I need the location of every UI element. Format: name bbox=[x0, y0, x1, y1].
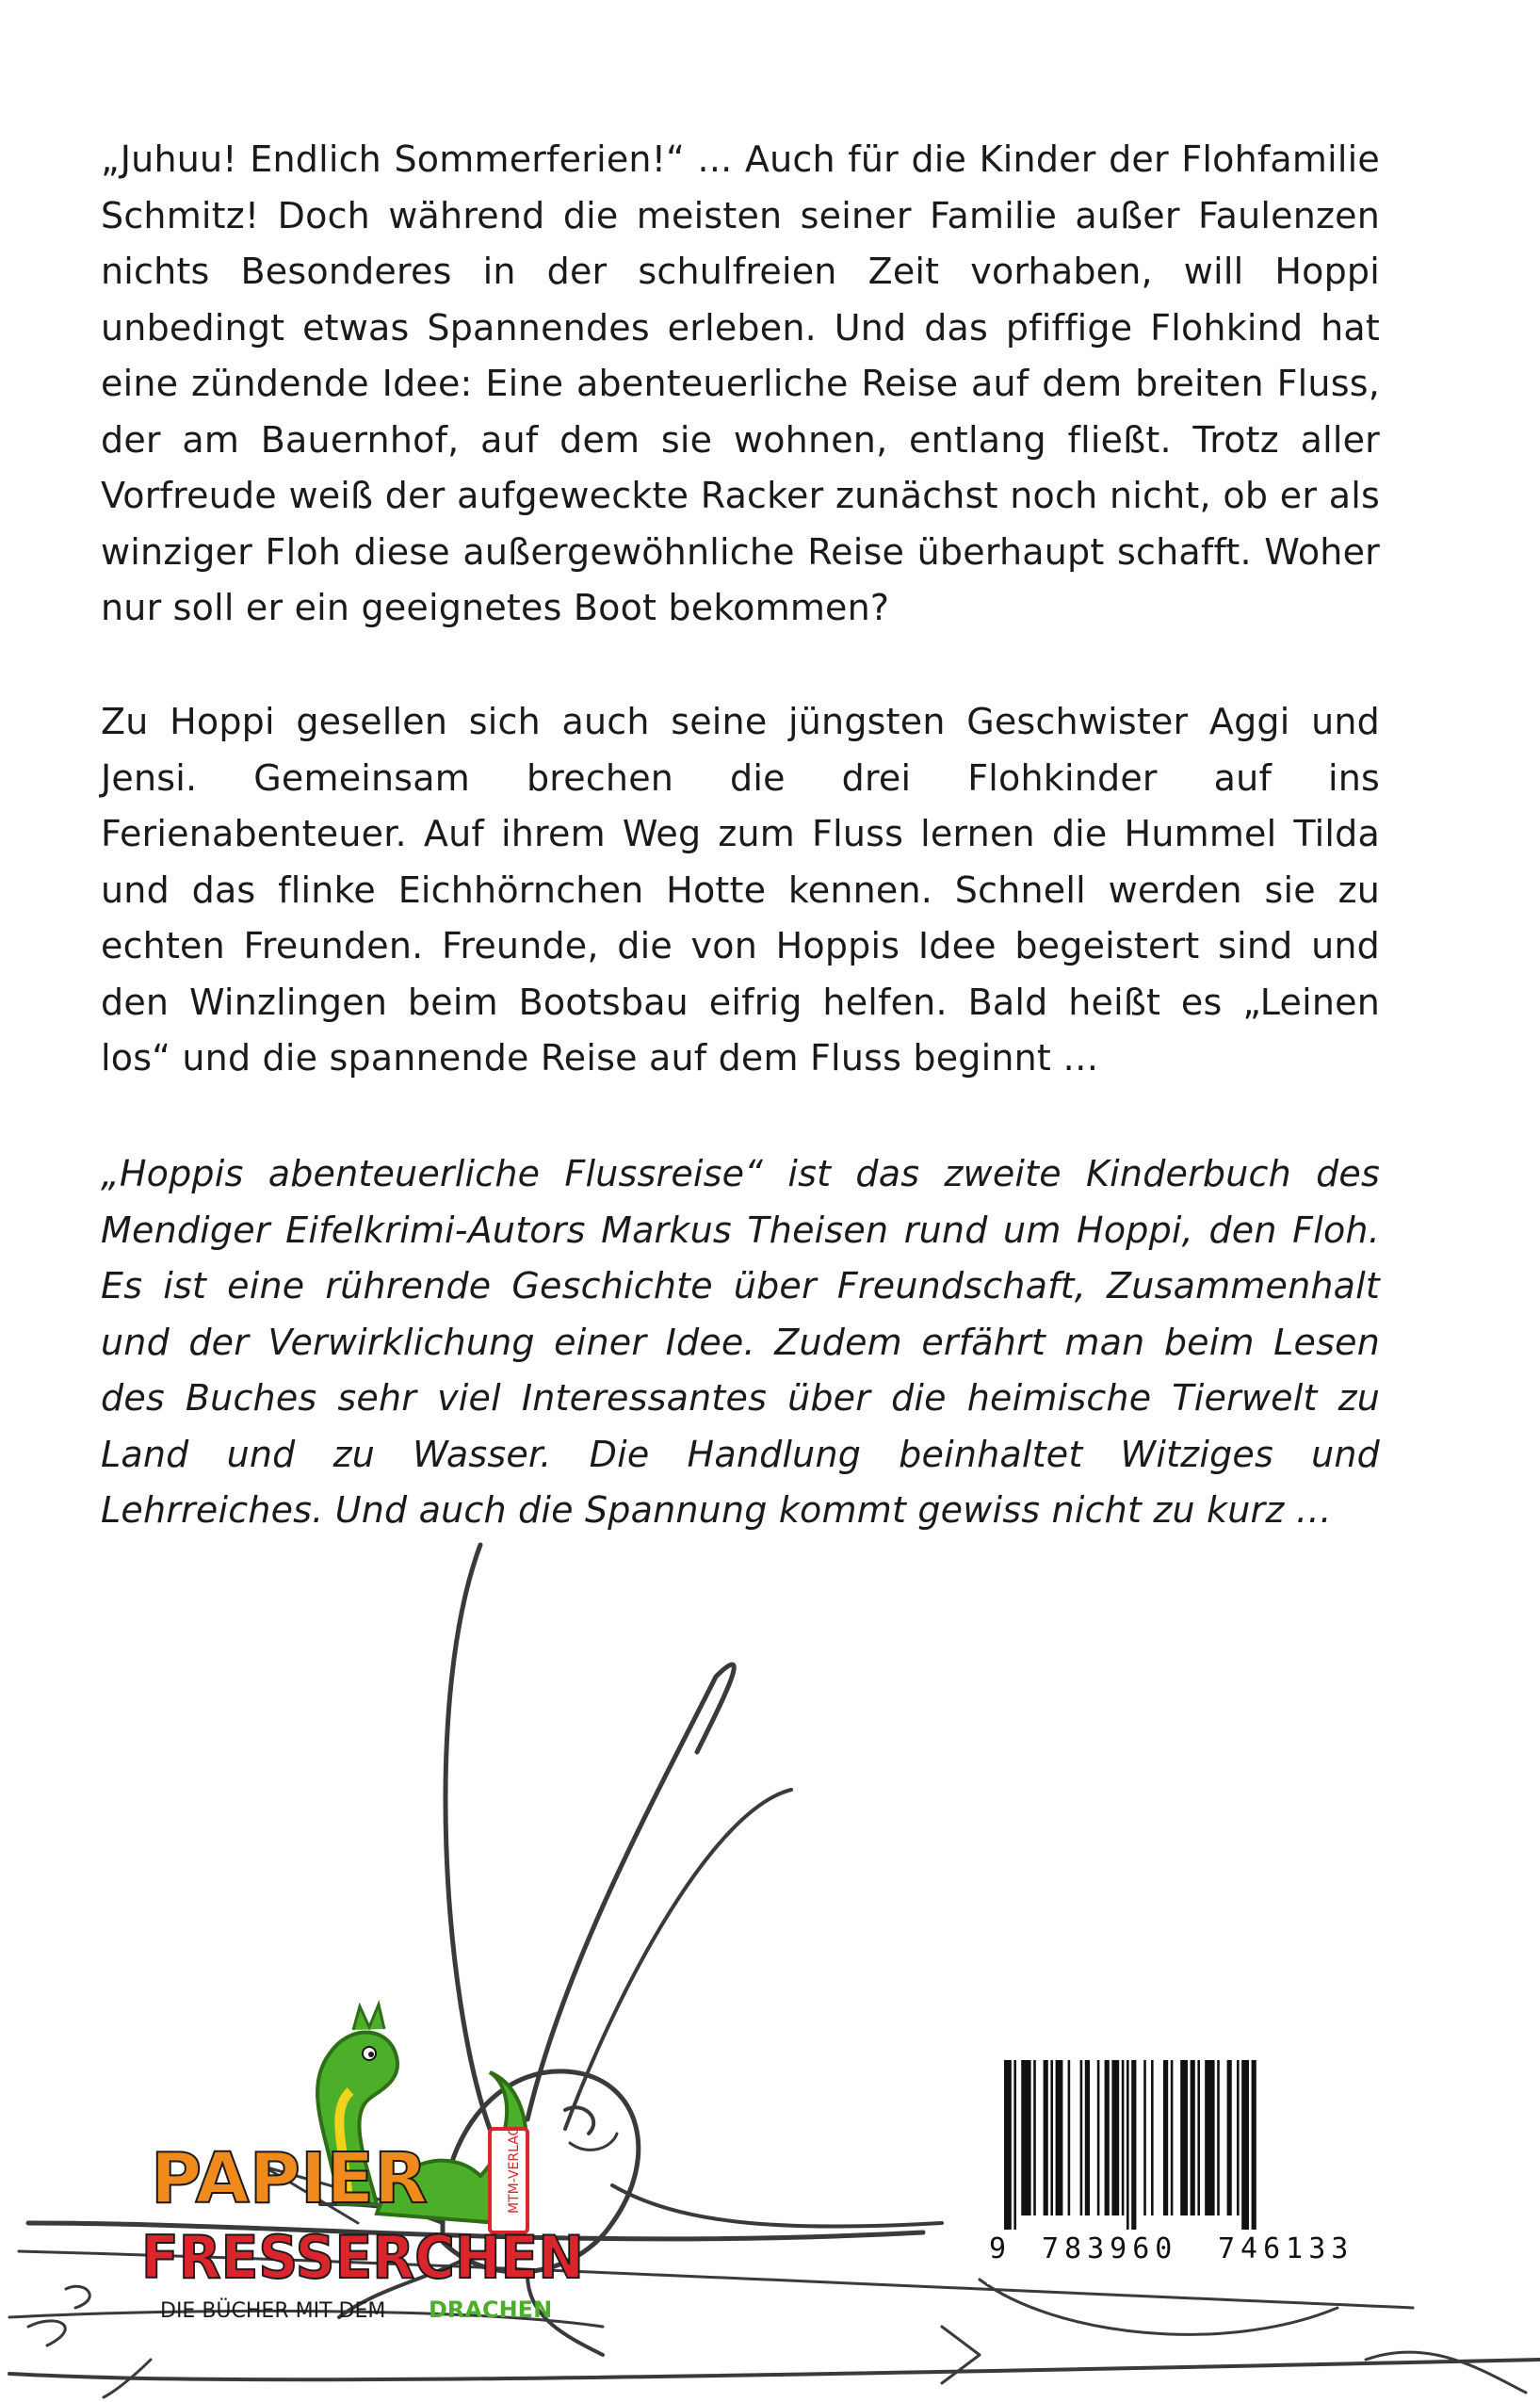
barcode-bar bbox=[1171, 2060, 1174, 2215]
barcode-bar bbox=[1068, 2060, 1071, 2215]
barcode-bar bbox=[1111, 2060, 1119, 2215]
logo-line-fresserchen: FRESSERCHEN bbox=[141, 2223, 584, 2292]
barcode-bar bbox=[1217, 2060, 1220, 2215]
isbn-barcode bbox=[987, 2049, 1392, 2284]
barcode-bar bbox=[1056, 2060, 1063, 2215]
barcode-group-1: 783960 bbox=[1042, 2232, 1178, 2265]
barcode-bar bbox=[1151, 2060, 1154, 2215]
barcode-group-2: 746133 bbox=[1218, 2232, 1354, 2265]
barcode-bar bbox=[1004, 2060, 1012, 2230]
blurb-paragraph-2 bbox=[101, 694, 1380, 1087]
logo-line-papier: PAPIER bbox=[151, 2138, 429, 2219]
barcode-first-digit: 9 bbox=[989, 2232, 1007, 2265]
barcode-bar bbox=[1252, 2060, 1256, 2230]
barcode-bar bbox=[1143, 2060, 1146, 2215]
blurb-paragraph-1 bbox=[101, 132, 1380, 637]
barcode-bar bbox=[1163, 2060, 1168, 2215]
logo-tagline-highlight: DRACHEN bbox=[429, 2297, 553, 2323]
barcode-bar bbox=[1180, 2060, 1188, 2215]
publisher-logo bbox=[141, 1988, 593, 2327]
barcode-bar bbox=[1013, 2060, 1016, 2230]
barcode-bar bbox=[1227, 2060, 1232, 2215]
barcode-bar bbox=[1105, 2060, 1110, 2215]
barcode-bar bbox=[1205, 2060, 1214, 2215]
barcode-bar bbox=[1097, 2060, 1100, 2215]
barcode-bar bbox=[1080, 2060, 1083, 2215]
barcode-bar bbox=[1085, 2060, 1090, 2215]
barcode-bar bbox=[1241, 2060, 1249, 2230]
barcode-bar bbox=[1237, 2060, 1240, 2215]
blurb-paragraph-3 bbox=[101, 1146, 1380, 1539]
barcode-bar bbox=[1033, 2060, 1036, 2215]
blurb-text-1: „Juhuu! Endlich Sommerferien!“ ... Auch für die Kinder der Flohfamilie Schmitz! Doch während die meisten seiner Familie außer Faulenzen nichts Besonderes in der schulfreien Zeit vorhaben, will Hoppi unbedingt etwas Spannendes erleben. Und das pfiffige Flohkind hat eine zündende Idee: Eine abenteuerliche Reise auf dem breiten Fluss, der am Bauernhof, auf dem sie wohnen, entlang fließt. Trotz aller Vorfreude weiß der aufgeweckte Racker zunächst noch nicht, ob er als winziger Floh diese außergewöhnliche Reise überhaupt schafft. Woher nur soll er ein geeignetes Boot bekommen? bbox=[101, 138, 1380, 628]
barcode-bar bbox=[1127, 2060, 1129, 2230]
logo-tagline-prefix: DIE BÜCHER MIT DEM bbox=[160, 2299, 386, 2323]
barcode-bar bbox=[1122, 2060, 1125, 2215]
blurb-text-2: Zu Hoppi gesellen sich auch seine jüngsten Geschwister Aggi und Jensi. Gemeinsam brechen die drei Flohkinder auf ins Ferienabenteuer. Auf ihrem Weg zum Fluss lernen die Hummel Tilda und das flinke Eichhörnchen Hotte kennen. Schnell werden sie zu echten Freunden. Freunde, die von Hoppis Idee begeistert sind und den Winzlingen beim Bootsbau eifrig helfen. Bald heißt es „Leinen los“ und die spannende Reise auf dem Fluss beginnt … bbox=[101, 701, 1380, 1079]
barcode-bar bbox=[1021, 2060, 1030, 2215]
barcode-bar bbox=[1191, 2060, 1195, 2215]
barcode-bar bbox=[1044, 2060, 1048, 2215]
barcode-bar bbox=[1197, 2060, 1200, 2215]
barcode-bars bbox=[1004, 2060, 1376, 2230]
barcode-bar bbox=[1131, 2060, 1136, 2230]
blurb-text-3: „Hoppis abenteuerliche Flussreise“ ist das zweite Kinderbuch des Mendiger Eifelkrimi-Autors Markus Theisen rund um Hoppi, den Floh. Es ist eine rührende Geschichte über Freundschaft, Zusammenhalt und der Verwirklichung einer Idee. Zudem erfährt man beim Lesen des Buches sehr viel Interessantes über die heimische Tierwelt zu Land und zu Wasser. Die Handlung beinhaltet Witziges und Lehrreiches. Und auch die Spannung kommt gewiss nicht zu kurz … bbox=[101, 1153, 1380, 1531]
logo-label-mtm: MTM-VERLAG bbox=[507, 2125, 522, 2214]
barcode-bar bbox=[1050, 2060, 1053, 2215]
